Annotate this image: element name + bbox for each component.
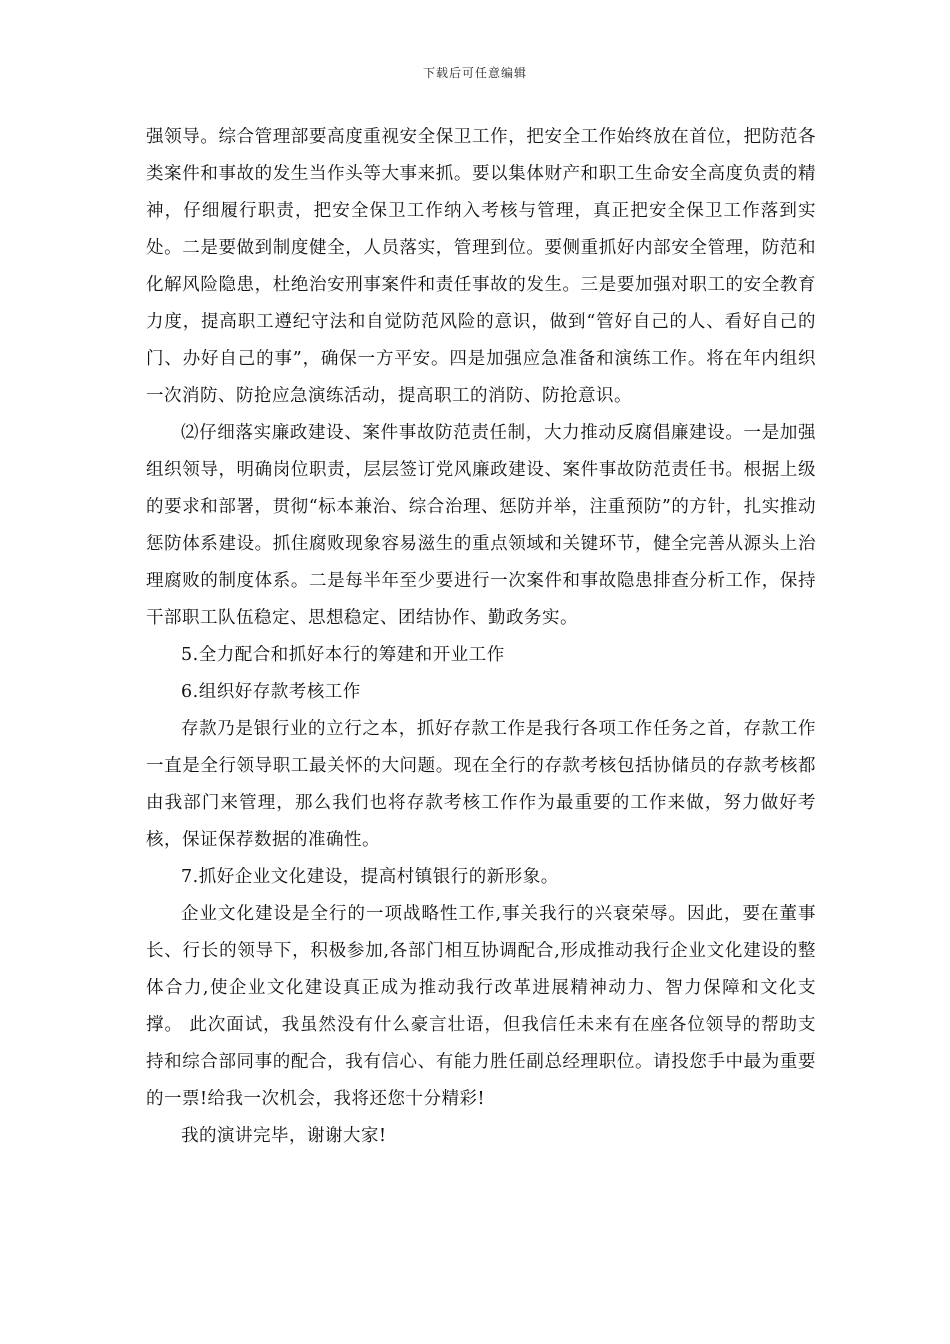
item-heading-7: 7.抓好企业文化建设，提高村镇银行的新形象。 [181,867,559,887]
paragraph-deposit-assessment: 存款乃是银行业的立行之本，抓好存款工作是我行各项工作任务之首，存款工作一直是全行领导职工最关怀的大问题。现在全行的存款考核包括协储员的存款考核都由我部门来管理，那么我们也将存款考核工作作为最重要的工作来做，努力做好考核，保证保荐数据的准确性。 [146,719,816,850]
paragraph-anti-corruption: ⑵仔细落实廉政建设、案件事故防范责任制，大力推动反腐倡廉建设。一是加强组织领导，明确岗位职责，层层签订党风廉政建设、案件事故防范责任书。根据上级的要求和部署，贯彻“标本兼治、综合治理、惩防并举，注重预防”的方针，扎实推动惩防体系建设。抓住腐败现象容易滋生的重点领域和关键环节，健全完善从源头上治理腐败的制度体系。二是每半年至少要进行一次案件和事故隐患排查分析工作，保持干部职工队伍稳定、思想稳定、团结协作、勤政务实。 [146,423,816,628]
page-header-note: 下载后可任意编辑 [422,66,527,80]
item-heading-6: 6.组织好存款考核工作 [181,682,361,702]
item-heading-5: 5.全力配合和抓好本行的筹建和开业工作 [181,645,505,665]
document-body [146,119,816,1155]
paragraph-closing: 我的演讲完毕，谢谢大家! [181,1126,387,1146]
paragraph-corporate-culture: 企业文化建设是全行的一项战略性工作,事关我行的兴衰荣辱。因此，要在董事长、行长的领导下，积极参加,各部门相互协调配合,形成推动我行企业文化建设的整体合力,使企业文化建设真正成为推动我行改革进展精神动力、智力保障和文化支撑。 此次面试，我虽然没有什么豪言壮语，但我信任未来有在座各位领导的帮助支持和综合部同事的配合，我有信心、有能力胜任副总经理职位。请投您手中最为重要的一票!给我一次机会，我将还您十分精彩! [146,904,816,1109]
paragraph-security-measures: 强领导。综合管理部要高度重视安全保卫工作，把安全工作始终放在首位，把防范各类案件和事故的发生当作头等大事来抓。要以集体财产和职工生命安全高度负责的精神，仔细履行职责，把安全保卫工作纳入考核与管理，真正把安全保卫工作落到实处。二是要做到制度健全，人员落实，管理到位。要侧重抓好内部安全管理，防范和化解风险隐患，杜绝治安刑事案件和责任事故的发生。三是要加强对职工的安全教育力度，提高职工遵纪守法和自觉防范风险的意识，做到“管好自己的人、看好自己的门、办好自己的事”，确保一方平安。四是加强应急准备和演练工作。将在年内组织一次消防、防抢应急演练活动，提高职工的消防、防抢意识。 [146,127,816,406]
